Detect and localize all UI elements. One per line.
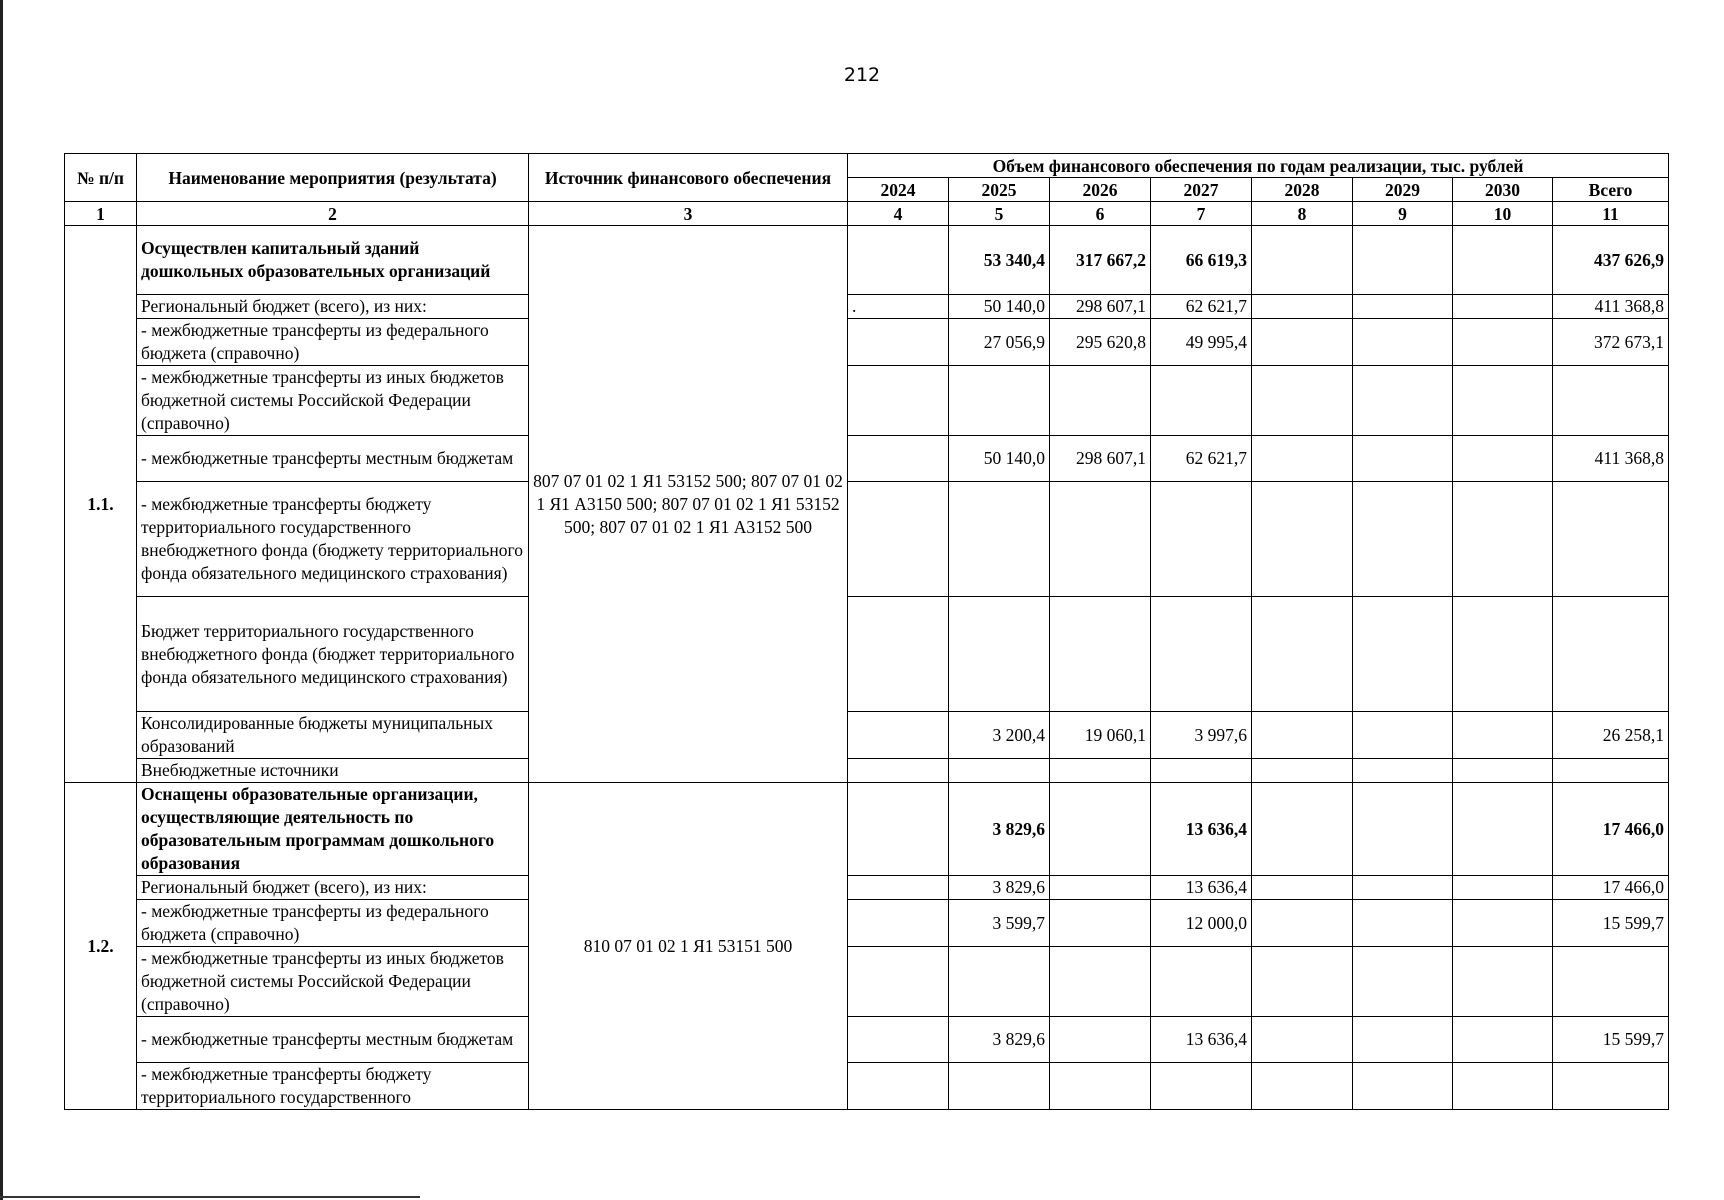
- cell-value: 3 997,6: [1151, 712, 1252, 759]
- cell-value: [848, 900, 949, 947]
- item-name: Бюджет территориального государственного внебюджетного фонда (бюджет территориального фонда обязательного медицинского страхования): [137, 597, 529, 712]
- column-index: 7: [1151, 202, 1252, 226]
- cell-total: 15 599,7: [1553, 900, 1669, 947]
- table-row: [65, 947, 1669, 1017]
- cell-value: [1252, 947, 1353, 1017]
- cell-value: [1252, 482, 1353, 597]
- column-index: 8: [1252, 202, 1353, 226]
- cell-value: [1252, 759, 1353, 783]
- cell-value: [1453, 876, 1553, 900]
- table-row: [65, 226, 1669, 295]
- cell-value: [1353, 295, 1453, 319]
- cell-value: [848, 947, 949, 1017]
- cell-value: 13 636,4: [1151, 783, 1252, 876]
- cell-total: [1553, 482, 1669, 597]
- cell-value: [1151, 366, 1252, 436]
- cell-value: [1453, 597, 1553, 712]
- column-index: 5: [949, 202, 1050, 226]
- item-name: - межбюджетные трансферты местным бюджетам: [137, 436, 529, 482]
- cell-value: [1453, 366, 1553, 436]
- cell-value: [1353, 876, 1453, 900]
- table-body: [65, 202, 1669, 1110]
- table-header: [65, 154, 1669, 202]
- cell-value: [848, 319, 949, 366]
- cell-value: [1453, 319, 1553, 366]
- item-name: - межбюджетные трансферты из федерального бюджета (справочно): [137, 900, 529, 947]
- cell-value: [1151, 597, 1252, 712]
- cell-value: [949, 1063, 1050, 1110]
- header-year: 2024: [848, 178, 949, 202]
- table-row: [65, 900, 1669, 947]
- cell-value: [848, 597, 949, 712]
- cell-value: [1252, 597, 1353, 712]
- item-name: - межбюджетные трансферты из иных бюджетов бюджетной системы Российской Федерации (справочно): [137, 366, 529, 436]
- cell-value: [1353, 436, 1453, 482]
- cell-value: [848, 1063, 949, 1110]
- cell-total: 26 258,1: [1553, 712, 1669, 759]
- table-row: [65, 712, 1669, 759]
- cell-value: [848, 226, 949, 295]
- cell-value: 298 607,1: [1050, 295, 1151, 319]
- table-row: [65, 1017, 1669, 1063]
- header-total: Всего: [1553, 178, 1669, 202]
- table-row: [65, 597, 1669, 712]
- cell-value: [1453, 436, 1553, 482]
- bottom-rule: [0, 1196, 420, 1198]
- item-name: - межбюджетные трансферты из федерального бюджета (справочно): [137, 319, 529, 366]
- table-row: [65, 366, 1669, 436]
- cell-value: [848, 436, 949, 482]
- header-year: 2026: [1050, 178, 1151, 202]
- cell-value: [1453, 712, 1553, 759]
- table-row: [65, 759, 1669, 783]
- cell-value: [1353, 783, 1453, 876]
- item-name: Оснащены образовательные организации, осуществляющие деятельность по образовательным программам дошкольного образования: [137, 783, 529, 876]
- item-name: Внебюджетные источники: [137, 759, 529, 783]
- cell-value: 3 829,6: [949, 783, 1050, 876]
- cell-value: 50 140,0: [949, 436, 1050, 482]
- table-row: [65, 1063, 1669, 1110]
- cell-value: 13 636,4: [1151, 1017, 1252, 1063]
- cell-value: 53 340,4: [949, 226, 1050, 295]
- cell-value: 27 056,9: [949, 319, 1050, 366]
- header-volume: Объем финансового обеспечения по годам реализации, тыс. рублей: [848, 154, 1669, 178]
- item-name: Региональный бюджет (всего), из них:: [137, 876, 529, 900]
- cell-value: [1151, 947, 1252, 1017]
- cell-value: [848, 366, 949, 436]
- cell-value: [1252, 712, 1353, 759]
- cell-value: [1453, 947, 1553, 1017]
- cell-value: [1353, 900, 1453, 947]
- header-name: Наименование мероприятия (результата): [137, 154, 529, 202]
- funding-source: 810 07 01 02 1 Я1 53151 500: [529, 783, 848, 1110]
- cell-value: [848, 1017, 949, 1063]
- cell-value: [1252, 876, 1353, 900]
- table-row: [65, 876, 1669, 900]
- cell-value: [1050, 759, 1151, 783]
- cell-value: [848, 783, 949, 876]
- cell-value: [1453, 1063, 1553, 1110]
- cell-value: [1050, 597, 1151, 712]
- cell-value: 19 060,1: [1050, 712, 1151, 759]
- item-name: - межбюджетные трансферты бюджету территориального государственного внебюджетного фонда (бюджету территориального фонда обязательного медицинского страхования): [137, 482, 529, 597]
- cell-value: [1453, 482, 1553, 597]
- cell-value: [1353, 597, 1453, 712]
- cell-value: 13 636,4: [1151, 876, 1252, 900]
- cell-value: [1453, 900, 1553, 947]
- cell-value: [1353, 226, 1453, 295]
- table-row: [65, 295, 1669, 319]
- cell-total: [1553, 1063, 1669, 1110]
- cell-value: [848, 759, 949, 783]
- cell-total: 17 466,0: [1553, 876, 1669, 900]
- header-year: 2029: [1353, 178, 1453, 202]
- cell-value: [1353, 319, 1453, 366]
- cell-value: [848, 876, 949, 900]
- budget-table: [64, 153, 1669, 1110]
- cell-value: 3 829,6: [949, 876, 1050, 900]
- cell-value: [949, 947, 1050, 1017]
- item-name: Консолидированные бюджеты муниципальных образований: [137, 712, 529, 759]
- cell-value: [1050, 900, 1151, 947]
- cell-value: [1353, 947, 1453, 1017]
- column-index: 4: [848, 202, 949, 226]
- cell-value: 49 995,4: [1151, 319, 1252, 366]
- cell-total: 437 626,9: [1553, 226, 1669, 295]
- cell-value: 3 829,6: [949, 1017, 1050, 1063]
- header-year: 2027: [1151, 178, 1252, 202]
- header-num: № п/п: [65, 154, 137, 202]
- cell-value: [1252, 436, 1353, 482]
- cell-total: 15 599,7: [1553, 1017, 1669, 1063]
- column-index: 9: [1353, 202, 1453, 226]
- row-number: 1.1.: [65, 226, 137, 783]
- cell-value: [949, 597, 1050, 712]
- cell-value: [1050, 482, 1151, 597]
- cell-value: [1151, 759, 1252, 783]
- cell-value: [1050, 783, 1151, 876]
- cell-value: [949, 759, 1050, 783]
- table-row: [65, 436, 1669, 482]
- cell-value: 295 620,8: [1050, 319, 1151, 366]
- column-index: 10: [1453, 202, 1553, 226]
- column-index: 3: [529, 202, 848, 226]
- cell-value: [1252, 226, 1353, 295]
- column-index: 11: [1553, 202, 1669, 226]
- column-index: 2: [137, 202, 529, 226]
- cell-value: [1252, 295, 1353, 319]
- cell-value: 3 200,4: [949, 712, 1050, 759]
- table-row: [65, 783, 1669, 876]
- cell-value: [1050, 1063, 1151, 1110]
- cell-value: [1353, 482, 1453, 597]
- cell-value: [848, 712, 949, 759]
- cell-value: [1050, 366, 1151, 436]
- item-name: Осуществлен капитальный зданий дошкольных образовательных организаций: [137, 226, 529, 295]
- item-name: - межбюджетные трансферты бюджету территориального государственного: [137, 1063, 529, 1110]
- item-name: Региональный бюджет (всего), из них:: [137, 295, 529, 319]
- cell-value: [1252, 319, 1353, 366]
- cell-value: 62 621,7: [1151, 295, 1252, 319]
- cell-value: [1353, 1063, 1453, 1110]
- item-name: - межбюджетные трансферты из иных бюджетов бюджетной системы Российской Федерации (справочно): [137, 947, 529, 1017]
- cell-total: [1553, 759, 1669, 783]
- cell-value: [1050, 876, 1151, 900]
- cell-total: 372 673,1: [1553, 319, 1669, 366]
- funding-source: 807 07 01 02 1 Я1 53152 500; 807 07 01 02 1 Я1 А3150 500; 807 07 01 02 1 Я1 53152 500; 807 07 01 02 1 Я1 А3152 500: [529, 226, 848, 783]
- row-number: 1.2.: [65, 783, 137, 1110]
- cell-total: 411 368,8: [1553, 436, 1669, 482]
- cell-value: [1453, 226, 1553, 295]
- cell-value: [1353, 759, 1453, 783]
- page-number: 212: [843, 64, 881, 86]
- cell-value: [1453, 1017, 1553, 1063]
- table-row: [65, 482, 1669, 597]
- cell-value: [1151, 482, 1252, 597]
- cell-value: [1453, 783, 1553, 876]
- cell-value: 317 667,2: [1050, 226, 1151, 295]
- cell-value: [1252, 366, 1353, 436]
- cell-value: [1353, 1017, 1453, 1063]
- header-source: Источник финансового обеспечения: [529, 154, 848, 202]
- cell-value: [949, 482, 1050, 597]
- cell-total: 17 466,0: [1553, 783, 1669, 876]
- cell-value: .: [848, 295, 949, 319]
- table-row: [65, 319, 1669, 366]
- cell-value: [1151, 1063, 1252, 1110]
- cell-value: 66 619,3: [1151, 226, 1252, 295]
- cell-value: [848, 482, 949, 597]
- column-index-row: [65, 202, 1669, 226]
- cell-value: [1252, 900, 1353, 947]
- column-index: 6: [1050, 202, 1151, 226]
- cell-value: 62 621,7: [1151, 436, 1252, 482]
- cell-value: [1252, 783, 1353, 876]
- cell-total: [1553, 366, 1669, 436]
- cell-value: [1353, 366, 1453, 436]
- item-name: - межбюджетные трансферты местным бюджетам: [137, 1017, 529, 1063]
- header-year: 2028: [1252, 178, 1353, 202]
- cell-value: [1050, 947, 1151, 1017]
- cell-value: [1453, 759, 1553, 783]
- cell-value: [1252, 1063, 1353, 1110]
- page-left-edge: [0, 0, 3, 1200]
- cell-total: [1553, 597, 1669, 712]
- cell-value: 50 140,0: [949, 295, 1050, 319]
- cell-value: 3 599,7: [949, 900, 1050, 947]
- cell-total: 411 368,8: [1553, 295, 1669, 319]
- column-index: 1: [65, 202, 137, 226]
- header-year: 2030: [1453, 178, 1553, 202]
- cell-value: [1453, 295, 1553, 319]
- cell-value: 298 607,1: [1050, 436, 1151, 482]
- cell-value: 12 000,0: [1151, 900, 1252, 947]
- cell-value: [1353, 712, 1453, 759]
- cell-value: [949, 366, 1050, 436]
- cell-value: [1252, 1017, 1353, 1063]
- cell-value: [1050, 1017, 1151, 1063]
- cell-total: [1553, 947, 1669, 1017]
- header-year: 2025: [949, 178, 1050, 202]
